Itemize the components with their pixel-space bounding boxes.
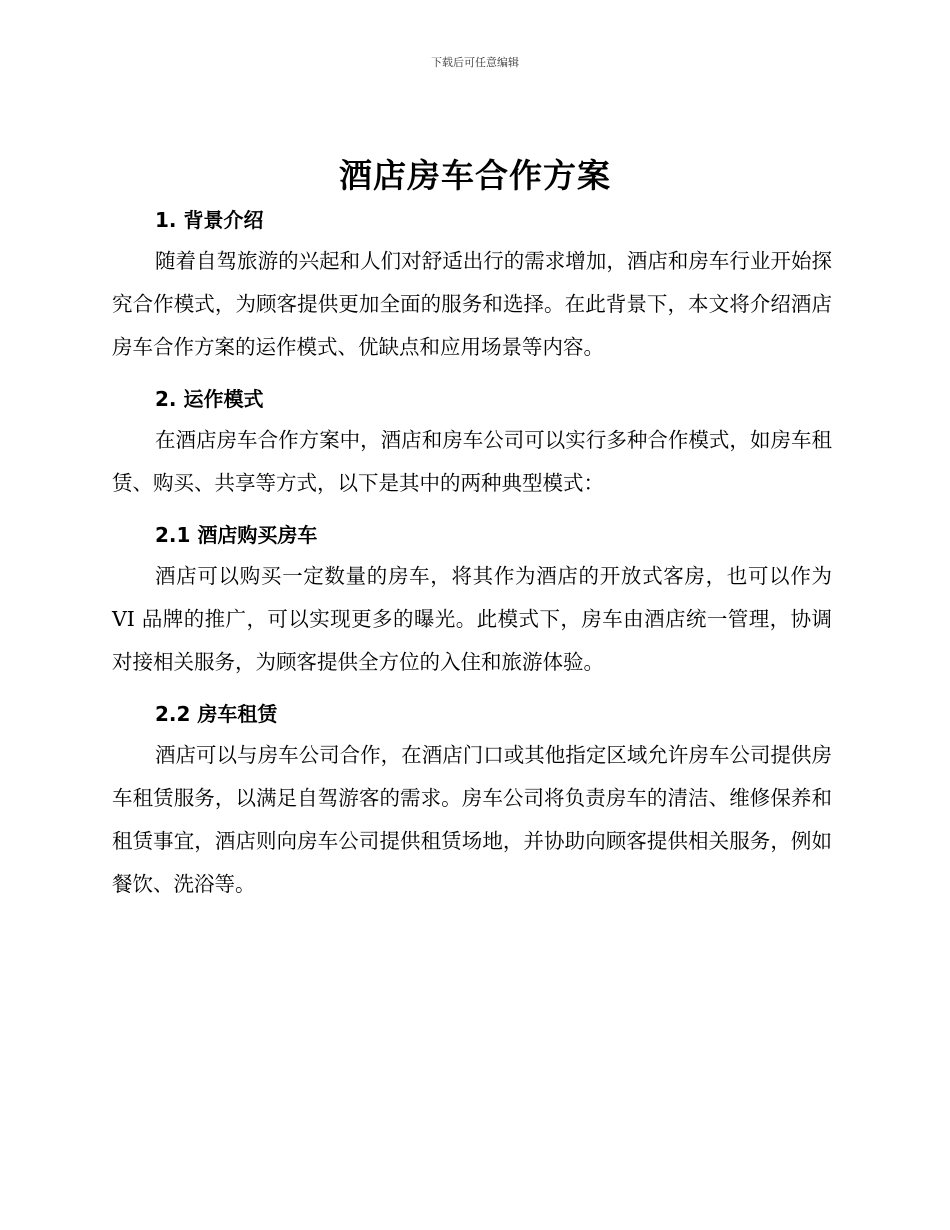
document-title: 酒店房车合作方案	[339, 156, 611, 195]
section-background	[112, 200, 832, 369]
section-heading: 2.2 房车租赁	[155, 702, 278, 726]
document-body	[112, 200, 832, 916]
section-paragraph: 在酒店房车合作方案中，酒店和房车公司可以实行多种合作模式，如房车租赁、购买、共享等方式，以下是其中的两种典型模式：	[112, 428, 832, 495]
section-heading: 1. 背景介绍	[155, 208, 264, 232]
header-note: 下载后可任意编辑	[431, 56, 519, 69]
section-paragraph: 酒店可以与房车公司合作，在酒店门口或其他指定区域允许房车公司提供房车租赁服务，以满足自驾游客的需求。房车公司将负责房车的清洁、维修保养和租赁事宜，酒店则向房车公司提供租赁场地，并协助向顾客提供相关服务，例如餐饮、洗浴等。	[112, 743, 832, 896]
section-paragraph: 随着自驾旅游的兴起和人们对舒适出行的需求增加，酒店和房车行业开始探究合作模式，为顾客提供更加全面的服务和选择。在此背景下，本文将介绍酒店房车合作方案的运作模式、优缺点和应用场景等内容。	[112, 249, 832, 359]
section-heading: 2.1 酒店购买房车	[155, 523, 318, 547]
section-paragraph: 酒店可以购买一定数量的房车，将其作为酒店的开放式客房，也可以作为 VI 品牌的推广，可以实现更多的曝光。此模式下，房车由酒店统一管理，协调对接相关服务，为顾客提供全方位的入住和旅游体验。	[112, 564, 832, 674]
section-rv-rental	[112, 694, 832, 906]
section-operation-mode	[112, 379, 832, 505]
section-heading: 2. 运作模式	[155, 387, 264, 411]
section-hotel-buys-rv	[112, 515, 832, 684]
